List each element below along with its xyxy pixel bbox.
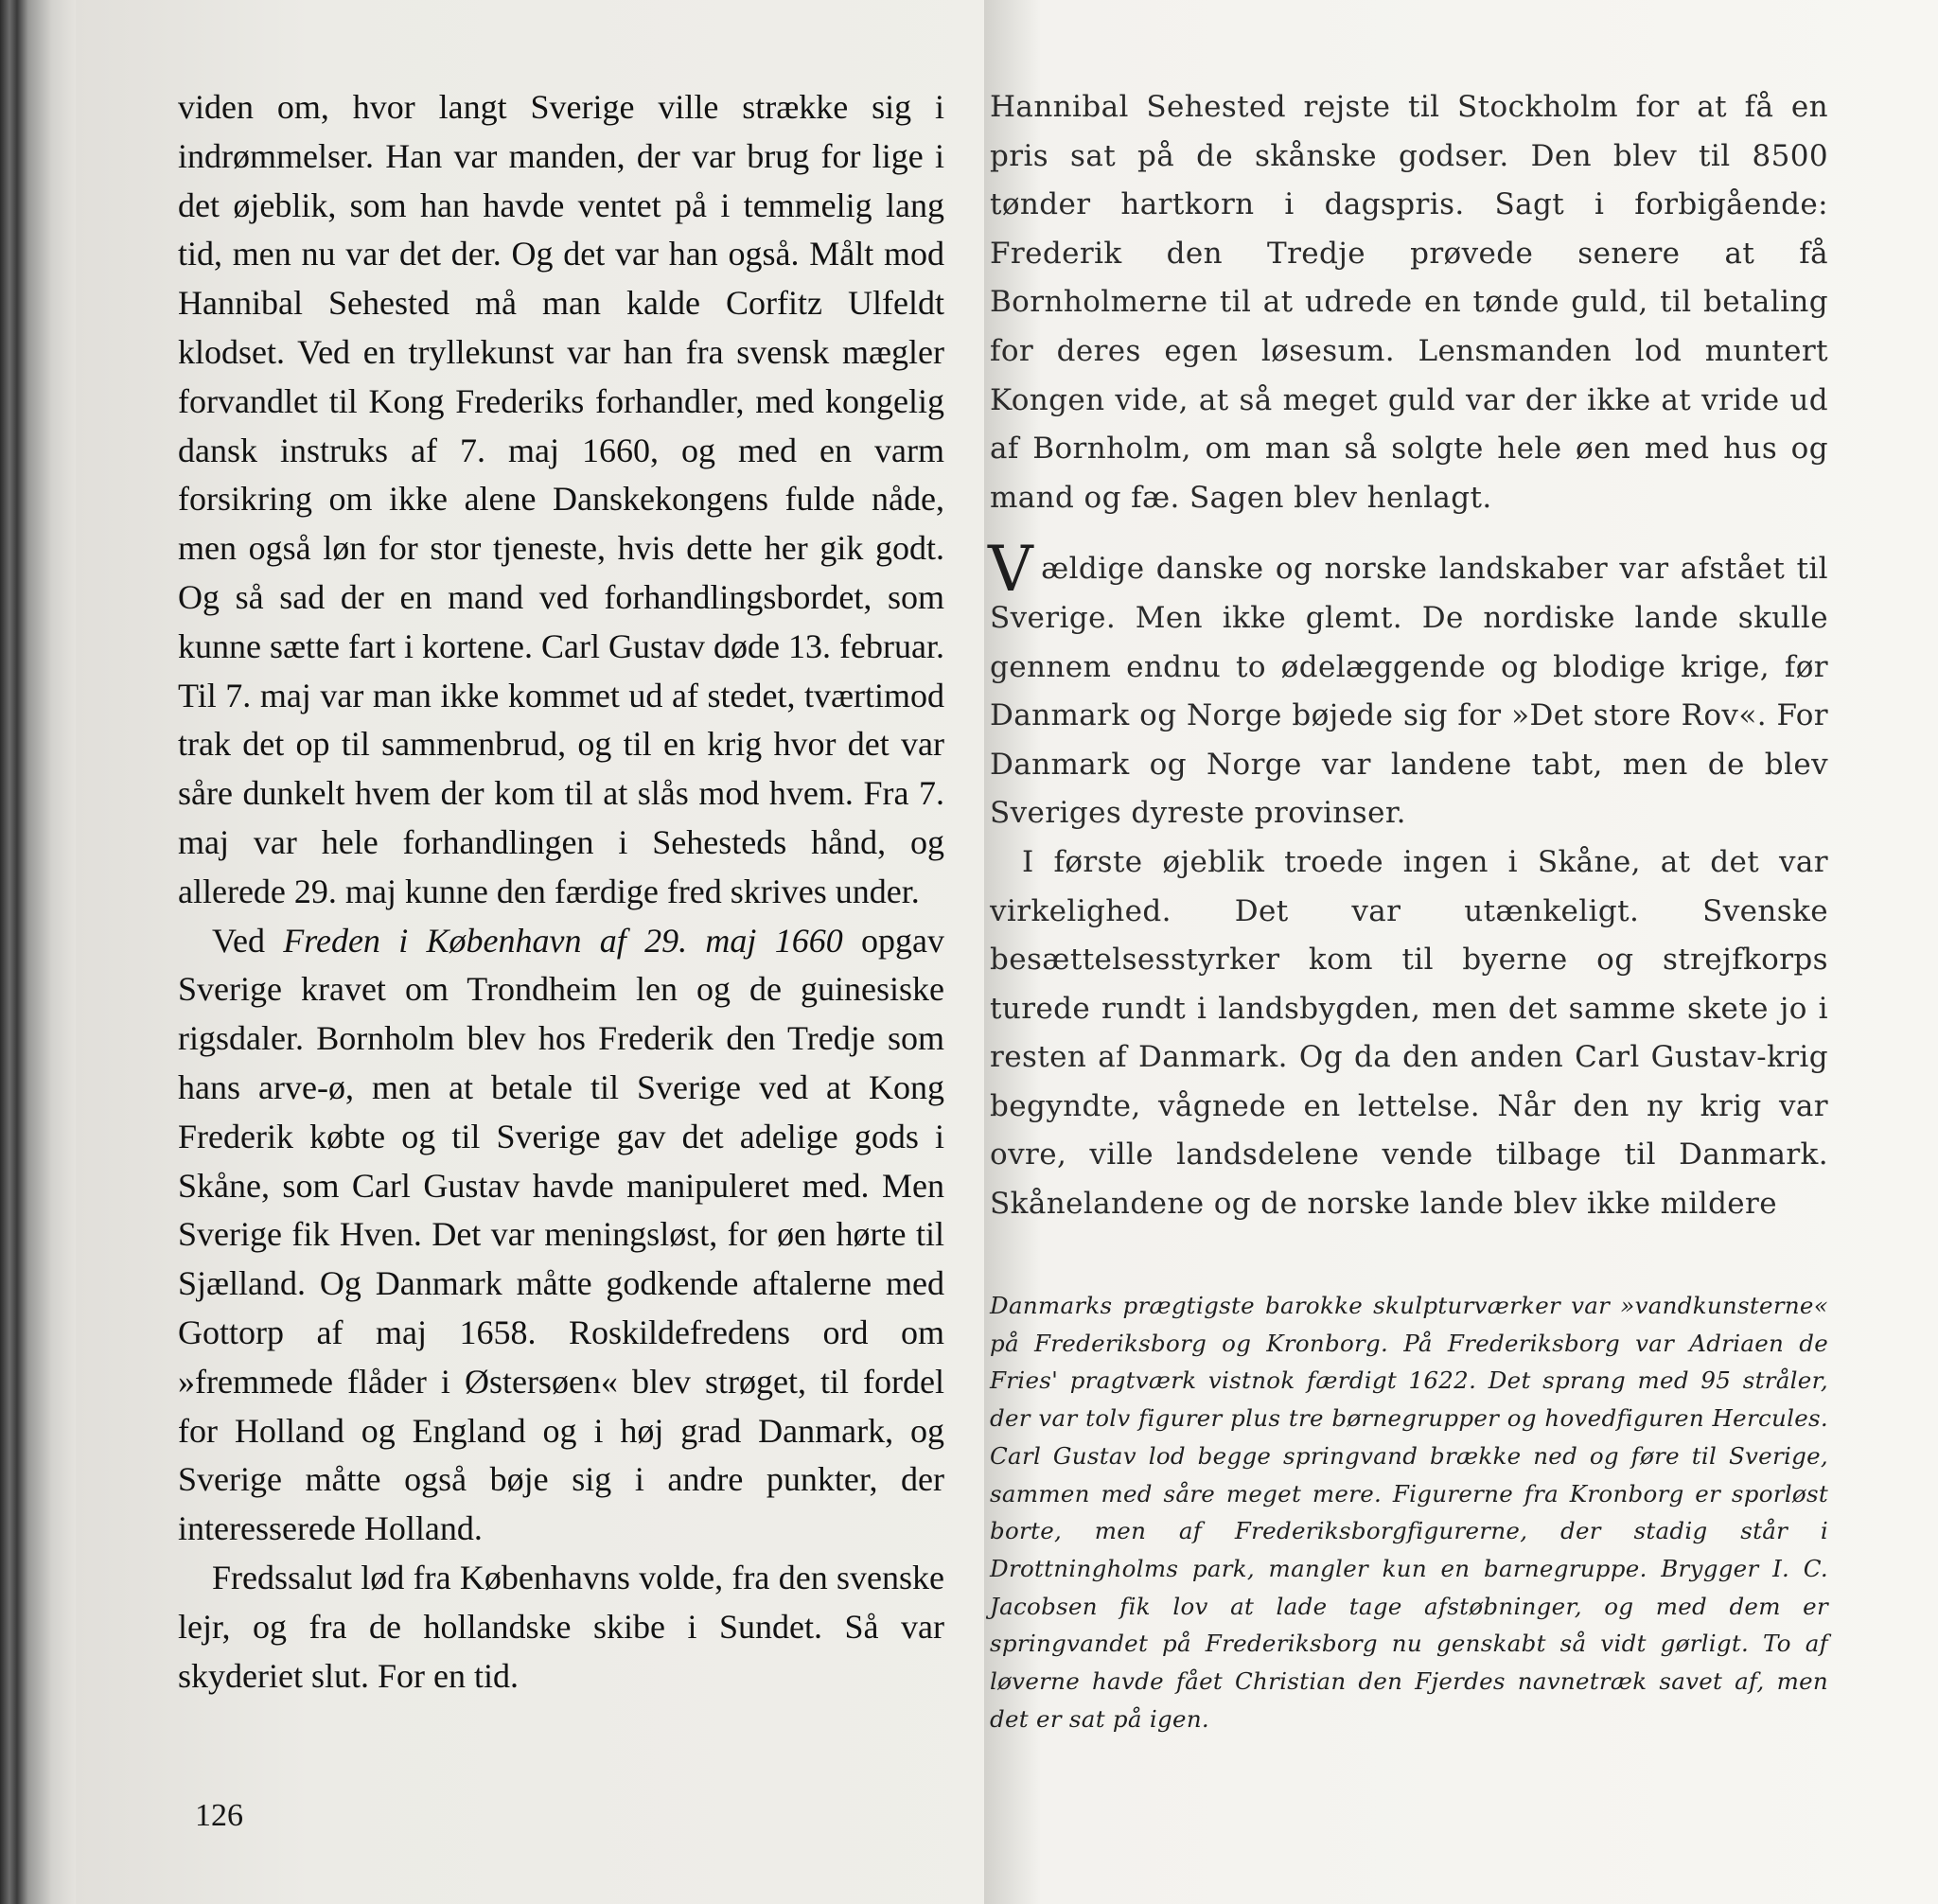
- left-text-column: [178, 83, 944, 1701]
- right-paragraph-3: I første øjeblik troede ingen i Skåne, at det var virkelighed. Det var utænkeligt. Svenske besættelsesstyrker kom til byerne og strejfkorps turede rundt i landsbygden, men det samme skete jo i resten af Danmark. Og da den anden Carl Gustav-krig begyndte, vågnede en lettelse. Når den ny krig var ovre, ville landsdelene vende tilbage til Danmark. Skånelandene og de norske lande blev ikke mildere: [990, 844, 1828, 1222]
- left-paragraph-3: Fredssalut lød fra Københavns volde, fra den svenske lejr, og fra de hollandske skibe i Sundet. Så var skyderiet slut. For en tid.: [178, 1558, 944, 1695]
- right-paragraph-2-text: ældige danske og norske landskaber var afstået til Sverige. Men ikke glemt. De nordiske lande skulle gennem endnu to ødelæggende og blodige krige, før Danmark og Norge bøjede sig for »Det store Rov«. For Danmark og Norge var landene tabt, men de blev Sveriges dyreste provinser.: [990, 552, 1828, 831]
- right-paragraph-2: [988, 533, 1828, 838]
- book-binding: [0, 0, 76, 1904]
- left-paragraph-2-lead: Ved: [212, 921, 284, 960]
- page-number: 126: [195, 1798, 243, 1833]
- treaty-name: Freden i København af 29. maj 1660: [283, 921, 843, 960]
- left-paragraph-2: [178, 917, 944, 1554]
- drop-cap: V: [988, 533, 1034, 607]
- image-caption: Danmarks prægtigste barokke skulpturværker var »vandkunsterne« på Frederiksborg og Kronborg. På Frederiksborg var Adriaen de Fries' pragtværk vistnok færdigt 1622. Det sprang med 95 stråler, der var tolv figurer plus tre børnegrupper og hovedfiguren Hercules. Carl Gustav lod begge springvand brække ned og føre til Sverige, sammen med såre meget mere. Figurerne fra Kronborg er sporløst borte, men af Frederiksborgfigurerne, der stadig står i Drottningholms park, mangler kun en barnegruppe. Brygger I. C. Jacobsen fik lov at lade tage afstøbninger, og med dem er springvandet på Frederiksborg nu genskabt så vidt gørligt. To af løverne havde fået Christian den Fjerdes navnetræk savet af, men det er sat på igen.: [990, 1292, 1828, 1733]
- right-text-column: [990, 83, 1828, 1229]
- left-paragraph-1: viden om, hvor langt Sverige ville strække sig i indrømmelser. Han var manden, der var brug for lige i det øjeblik, som han havde ventet på i temmelig lang tid, men nu var det der. Og det var han også. Målt mod Hannibal Sehested må man kalde Corfitz Ulfeldt klodset. Ved en tryllekunst var han fra svensk mægler forvandlet til Kong Frederiks forhandler, med kongelig dansk instruks af 7. maj 1660, og med en varm forsikring om ikke alene Danskekongens fulde nåde, men også løn for stor tjeneste, hvis dette her gik godt. Og så sad der en mand ved forhandlingsbordet, som kunne sætte fart i kortene. Carl Gustav døde 13. februar. Til 7. maj var man ikke kommet ud af stedet, tværtimod trak det op til sammenbrud, og til en krig hvor det var såre dunkelt hvem der kom til at slås mod hvem. Fra 7. maj var hele forhandlingen i Sehesteds hånd, og allerede 29. maj kunne den færdige fred skrives under.: [178, 88, 944, 910]
- left-paragraph-2-rest: opgav Sverige kravet om Trondheim len og de guinesiske rigsdaler. Bornholm blev hos Frederik den Tredje som hans arve-ø, men at betale til Sverige ved at Kong Frederik købte og til Sverige gav det adelige gods i Skåne, som Carl Gustav havde manipuleret med. Men Sverige fik Hven. Det var meningsløst, for øen hørte til Sjælland. Og Danmark måtte godkende aftalerne med Gottorp af maj 1658. Roskildefredens ord om »fremmede flåder i Østersøen« blev strøget, til fordel for Holland og England og i høj grad Danmark, og Sverige måtte også bøje sig i andre punkter, der interesserede Holland.: [178, 921, 944, 1548]
- right-paragraph-1: Hannibal Sehested rejste til Stockholm for at få en pris sat på de skånske godser. Den blev til 8500 tønder hartkorn i dagspris. Sagt i forbigående: Frederik den Tredje prøvede senere at få Bornholmerne til at udrede en tønde guld, til betaling for deres egen løsesum. Lensmanden lod muntert Kongen vide, at så meget guld var der ikke at vride ud af Bornholm, om man så solgte hele øen med hus og mand og fæ. Sagen blev henlagt.: [990, 90, 1828, 515]
